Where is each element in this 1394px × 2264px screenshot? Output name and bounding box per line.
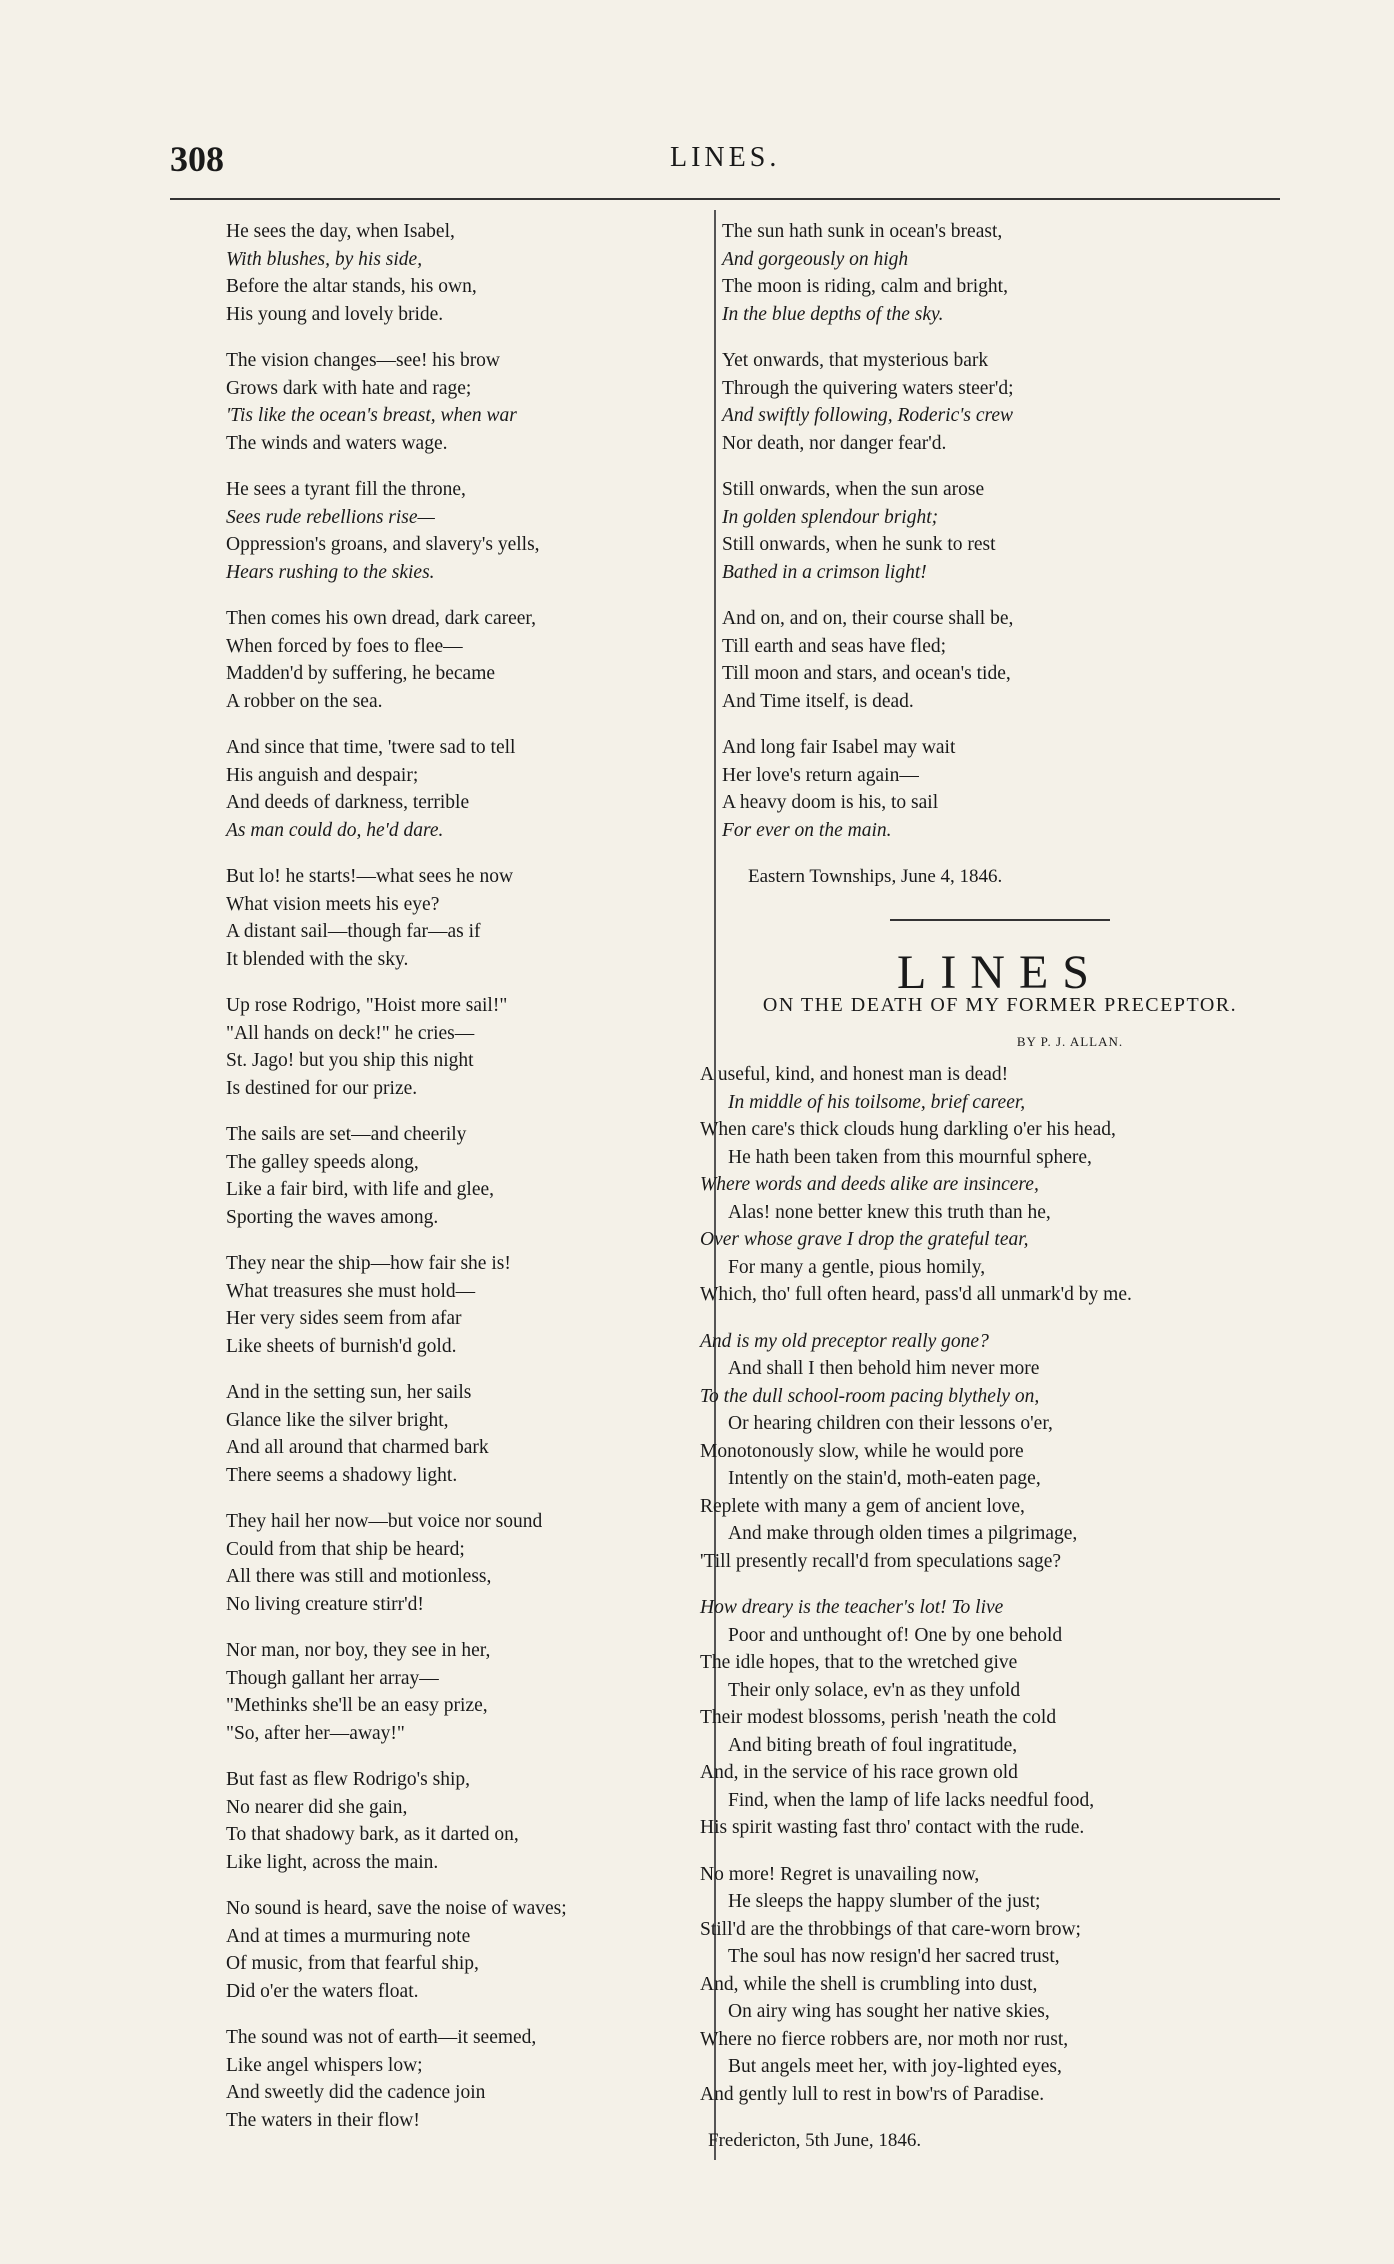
poem-line: His anguish and despair; — [226, 764, 419, 786]
stanza — [222, 1637, 692, 1747]
poem-line: His spirit wasting fast thro' contact with the rude. — [700, 1817, 1085, 1838]
poem-line: Is destined for our prize. — [226, 1077, 418, 1099]
stanza — [222, 1121, 692, 1231]
stanza — [700, 218, 1300, 328]
poem-line: No sound is heard, save the noise of waves; — [226, 1898, 567, 1919]
poem-line: Sporting the waves among. — [226, 1206, 439, 1228]
poem-line: And sweetly did the cadence join — [226, 2082, 486, 2103]
poem-line: Of music, from that fearful ship, — [226, 1953, 479, 1974]
poem-line: No living creature stirr'd! — [226, 1593, 424, 1615]
poem-line: Monotonously slow, while he would pore — [700, 1440, 1024, 1462]
poem-line: Nor death, nor danger fear'd. — [722, 432, 947, 454]
stanza — [222, 863, 692, 973]
poem-line: But fast as flew Rodrigo's ship, — [226, 1769, 470, 1790]
poem-line: For many a gentle, pious homily, — [728, 1256, 986, 1278]
poem-line: And is my old preceptor really gone? — [700, 1330, 989, 1352]
stanza — [222, 992, 692, 1102]
poem-line: Yet onwards, that mysterious bark — [722, 350, 989, 371]
poem-line: "All hands on deck!" he cries— — [226, 1022, 475, 1044]
stanza — [222, 1508, 692, 1618]
poem-line: Did o'er the waters float. — [226, 1980, 419, 2002]
poem-line: The soul has now resign'd her sacred trust, — [728, 1946, 1060, 1967]
poem-line: Poor and unthought of! One by one behold — [728, 1624, 1063, 1646]
poem-line: The waters in their flow! — [226, 2109, 420, 2131]
poem-line: All there was still and motionless, — [226, 1566, 492, 1587]
poem-line: The winds and waters wage. — [226, 432, 448, 454]
poem-line: No more! Regret is unavailing now, — [700, 1863, 980, 1885]
header-rule — [170, 198, 1280, 200]
stanza — [700, 347, 1300, 457]
poem-line: No nearer did she gain, — [226, 1796, 408, 1818]
poem-line: Oppression's groans, and slavery's yells, — [226, 534, 540, 555]
stanza — [222, 347, 692, 457]
poem-line: A useful, kind, and honest man is dead! — [700, 1064, 1009, 1085]
poem-line: Before the altar stands, his own, — [226, 276, 477, 297]
poem-line: Replete with many a gem of ancient love, — [700, 1495, 1025, 1517]
poem-line: And deeds of darkness, terrible — [226, 792, 470, 813]
poem-line: Over whose grave I drop the grateful tear, — [700, 1229, 1029, 1250]
stanza — [700, 1328, 1300, 1576]
poem2-title: LINES — [897, 945, 1103, 999]
poem2-subtitle: ON THE DEATH OF MY FORMER PRECEPTOR. — [762, 994, 1238, 1016]
stanza — [222, 218, 692, 328]
poem-line: When care's thick clouds hung darkling o'er his head, — [700, 1119, 1116, 1140]
poem-line: Like angel whispers low; — [226, 2054, 423, 2076]
poem1-right-column — [700, 218, 1300, 844]
poem-line: To that shadowy bark, as it darted on, — [226, 1824, 519, 1845]
poem-line: In the blue depths of the sky. — [722, 303, 944, 325]
poem1-left-column — [222, 218, 692, 2153]
poem-line: Their modest blossoms, perish 'neath the cold — [700, 1707, 1057, 1728]
poem-line: And in the setting sun, her sails — [226, 1382, 472, 1403]
poem-line: He sleeps the happy slumber of the just; — [728, 1891, 1041, 1912]
poem2-signature: Fredericton, 5th June, 1846. — [708, 2130, 922, 2151]
poem-line: Like a fair bird, with life and glee, — [226, 1179, 495, 1200]
poem-line: Her love's return again— — [722, 764, 919, 786]
poem-line: And, in the service of his race grown old — [700, 1762, 1018, 1783]
page-header — [170, 138, 1280, 188]
poem-line: It blended with the sky. — [226, 948, 409, 970]
poem-line: Through the quivering waters steer'd; — [722, 377, 1014, 399]
poem-line: Still onwards, when he sunk to rest — [722, 534, 996, 555]
poem-line: "Methinks she'll be an easy prize, — [226, 1695, 488, 1716]
poem-line: And on, and on, their course shall be, — [722, 608, 1014, 629]
poem-line: Till moon and stars, and ocean's tide, — [722, 663, 1011, 684]
page-number: 308 — [170, 139, 224, 179]
poem-line: Which, tho' full often heard, pass'd all unmark'd by me. — [700, 1284, 1132, 1305]
stanza — [222, 605, 692, 715]
poem-line: He sees a tyrant fill the throne, — [226, 479, 466, 500]
poem-line: But lo! he starts!—what sees he now — [226, 866, 514, 887]
poem-line: He hath been taken from this mournful sphere, — [728, 1146, 1092, 1168]
poem-line: And Time itself, is dead. — [722, 690, 914, 712]
poem-line: And, while the shell is crumbling into dust, — [700, 1973, 1038, 1995]
poem-line: Sees rude rebellions rise— — [226, 506, 435, 528]
poem1-signature: Eastern Townships, June 4, 1846. — [748, 866, 1003, 887]
poem-line: The vision changes—see! his brow — [226, 350, 501, 371]
poem-line: Or hearing children con their lessons o'er, — [728, 1413, 1053, 1434]
poem-line: And shall I then behold him never more — [728, 1358, 1040, 1379]
poem-line: To the dull school-room pacing blythely on, — [700, 1385, 1040, 1407]
poem-line: A heavy doom is his, to sail — [722, 792, 939, 813]
poem-line: They near the ship—how fair she is! — [226, 1253, 511, 1274]
poem-line: His young and lovely bride. — [226, 303, 444, 325]
poem-line: They hail her now—but voice nor sound — [226, 1511, 543, 1532]
poem-line: And since that time, 'twere sad to tell — [226, 737, 516, 758]
poem-line: And swiftly following, Roderic's crew — [722, 405, 1014, 426]
stanza — [222, 476, 692, 586]
poem-line: How dreary is the teacher's lot! To live — [700, 1597, 1004, 1618]
poem-line: Grows dark with hate and rage; — [226, 377, 472, 399]
poem-line: Hears rushing to the skies. — [226, 561, 435, 583]
stanza — [222, 1379, 692, 1489]
poem-line: Intently on the stain'd, moth-eaten page, — [728, 1468, 1041, 1489]
poem-line: A robber on the sea. — [226, 690, 383, 712]
poem-line: And gorgeously on high — [722, 248, 909, 270]
poem-line: He sees the day, when Isabel, — [226, 221, 455, 242]
running-title: LINES. — [670, 142, 781, 173]
poem-line: The sails are set—and cheerily — [226, 1124, 467, 1145]
poem-line: Like sheets of burnish'd gold. — [226, 1335, 457, 1357]
poem-line: And gently lull to rest in bow'rs of Paradise. — [700, 2083, 1045, 2105]
poem-line: There seems a shadowy light. — [226, 1464, 458, 1486]
stanza — [222, 1895, 692, 2005]
poem-line: Where no fierce robbers are, nor moth nor rust, — [700, 2028, 1069, 2050]
poem-line: Though gallant her array— — [226, 1667, 439, 1689]
poem-line: Alas! none better knew this truth than he, — [728, 1201, 1051, 1223]
poem-line: 'Tis like the ocean's breast, when war — [226, 405, 517, 426]
poem-line: What vision meets his eye? — [226, 893, 440, 915]
stanza — [700, 1061, 1300, 1309]
poem-line: And biting breath of foul ingratitude, — [728, 1734, 1018, 1756]
poem-line: The sun hath sunk in ocean's breast, — [722, 221, 1003, 242]
stanza — [700, 605, 1300, 715]
poem-line: The moon is riding, calm and bright, — [722, 276, 1008, 297]
poem-line: Could from that ship be heard; — [226, 1538, 465, 1560]
stanza — [222, 1766, 692, 1876]
poem-line: "So, after her—away!" — [226, 1722, 405, 1744]
poem2-byline: BY P. J. ALLAN. — [1016, 1033, 1124, 1049]
section-rule — [890, 919, 1110, 921]
poem-line: Their only solace, ev'n as they unfold — [728, 1679, 1021, 1701]
poem2-body — [700, 1061, 1300, 2108]
stanza — [222, 734, 692, 844]
poem-line: Still onwards, when the sun arose — [722, 479, 985, 500]
poem-line: What treasures she must hold— — [226, 1280, 476, 1302]
poem-line: Still'd are the throbbings of that care-worn brow; — [700, 1918, 1081, 1940]
poem-line: And long fair Isabel may wait — [722, 737, 956, 758]
poem-line: As man could do, he'd dare. — [226, 819, 444, 841]
right-column — [700, 218, 1300, 2155]
poem-line: Till earth and seas have fled; — [722, 635, 947, 657]
stanza — [700, 1861, 1300, 2109]
poem-line: And all around that charmed bark — [226, 1437, 489, 1458]
poem-line: Bathed in a crimson light! — [722, 561, 927, 583]
stanza — [700, 1594, 1300, 1842]
poem-line: The sound was not of earth—it seemed, — [226, 2027, 537, 2048]
poem-line: But angels meet her, with joy-lighted eyes, — [728, 2056, 1062, 2077]
poem-line: Where words and deeds alike are insincere, — [700, 1174, 1039, 1195]
poem-line: The idle hopes, that to the wretched give — [700, 1652, 1018, 1673]
poem-line: Glance like the silver bright, — [226, 1409, 449, 1431]
poem-line: And make through olden times a pilgrimage, — [728, 1523, 1078, 1544]
poem-line: For ever on the main. — [722, 819, 892, 841]
poem-line: In golden splendour bright; — [722, 506, 939, 528]
stanza — [222, 2024, 692, 2134]
stanza — [700, 734, 1300, 844]
poem-line: With blushes, by his side, — [226, 248, 423, 270]
poem-line: Madden'd by suffering, he became — [226, 663, 496, 684]
poem-line: Like light, across the main. — [226, 1851, 439, 1873]
poem-line: 'Till presently recall'd from speculations sage? — [700, 1550, 1062, 1572]
poem-line: And at times a murmuring note — [226, 1925, 471, 1947]
stanza — [700, 476, 1300, 586]
poem-line: When forced by foes to flee— — [226, 635, 463, 657]
stanza — [222, 1250, 692, 1360]
poem-line: On airy wing has sought her native skies, — [728, 2001, 1050, 2022]
poem-line: A distant sail—though far—as if — [226, 921, 481, 942]
poem-line: Her very sides seem from afar — [226, 1308, 462, 1329]
poem-line: Find, when the lamp of life lacks needful food, — [728, 1789, 1095, 1811]
poem-line: Then comes his own dread, dark career, — [226, 608, 537, 629]
poem-line: St. Jago! but you ship this night — [226, 1050, 474, 1071]
poem-line: Nor man, nor boy, they see in her, — [226, 1640, 491, 1661]
poem-line: The galley speeds along, — [226, 1151, 419, 1173]
poem-line: In middle of his toilsome, brief career, — [728, 1091, 1026, 1113]
poem-line: Up rose Rodrigo, "Hoist more sail!" — [226, 995, 508, 1016]
